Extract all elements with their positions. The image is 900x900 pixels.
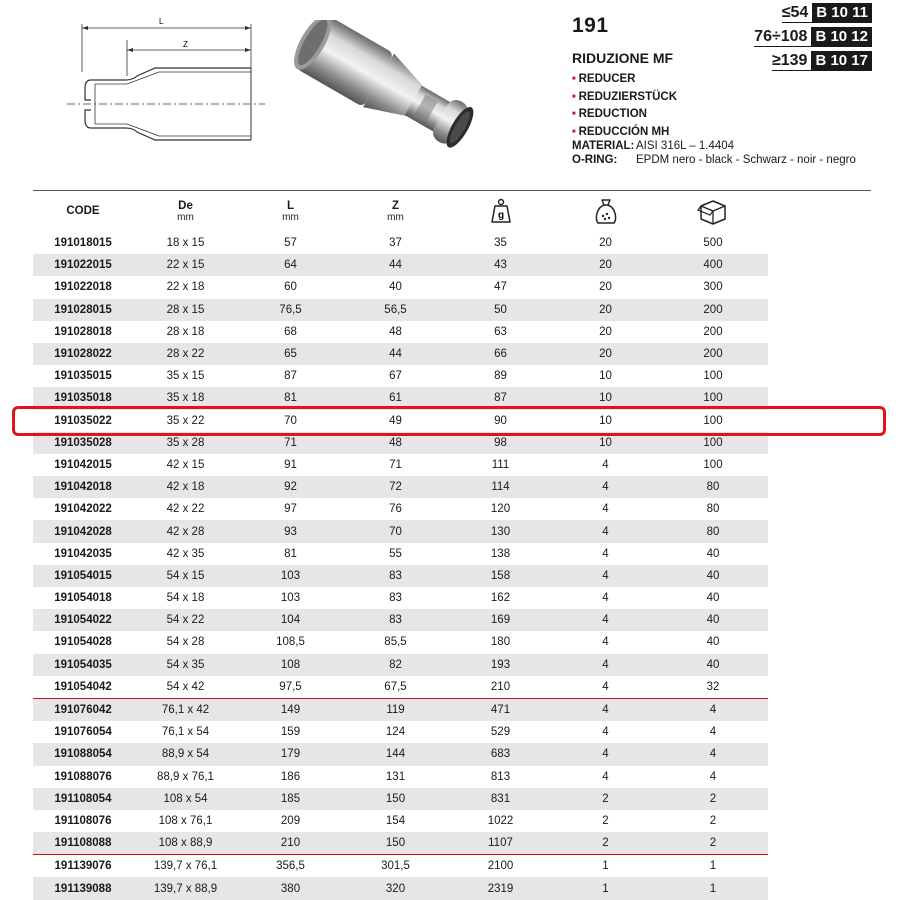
- table-row: [33, 276, 768, 298]
- cell-bag-qty: 4: [602, 726, 609, 739]
- cell-bag-qty: 4: [553, 565, 658, 587]
- cell-l: 209: [280, 814, 301, 827]
- cell-box-qty: 40: [658, 609, 768, 631]
- cell-z: 70: [343, 520, 448, 542]
- cell-z: 144: [343, 743, 448, 765]
- cell-bag-qty: 20: [553, 343, 658, 365]
- cell-weight: 87: [448, 387, 553, 409]
- cell-weight: 114: [448, 476, 553, 498]
- col-header-de-unit: mm: [177, 211, 194, 223]
- cell-z: 67,5: [343, 676, 448, 699]
- cell-code: 191042018: [33, 476, 133, 498]
- cell-de: 88,9 x 76,1: [157, 770, 214, 783]
- cell-box-qty: 100: [703, 414, 723, 427]
- size-code-badges: [752, 2, 872, 74]
- cell-code: 191018015: [54, 237, 112, 250]
- table-row: [33, 454, 768, 476]
- col-header-l: [238, 190, 343, 232]
- cell-weight: 89: [494, 370, 507, 383]
- cell-de: 28 x 15: [133, 299, 238, 321]
- cell-code: 191076042: [33, 698, 133, 721]
- cell-l: 76,5: [238, 299, 343, 321]
- cell-weight: 66: [448, 343, 553, 365]
- table-row: [33, 232, 768, 254]
- code-row-large: [752, 50, 872, 72]
- cell-bag-qty: 4: [553, 609, 658, 631]
- cell-box-qty: 80: [706, 503, 720, 516]
- cell-weight: 158: [448, 565, 553, 587]
- col-header-l-unit: mm: [282, 211, 299, 223]
- cell-code: 191028022: [33, 343, 133, 365]
- cell-de: 42 x 35: [166, 547, 205, 560]
- cell-z: 37: [389, 237, 402, 250]
- cell-bag-qty: 4: [553, 743, 658, 765]
- cell-code: 191139088: [33, 877, 133, 899]
- cell-weight: 813: [490, 770, 511, 783]
- cell-bag-qty: 10: [599, 370, 612, 383]
- dim-z-label: Z: [183, 40, 188, 49]
- table-row: [33, 365, 768, 387]
- cell-z: 119: [343, 698, 448, 721]
- table-header-row: [33, 190, 768, 232]
- cell-de: 54 x 28: [166, 636, 205, 649]
- translation-es: ■ REDUCCIÓN MH: [572, 125, 677, 143]
- cell-l: 108,5: [276, 636, 305, 649]
- cell-weight: 43: [448, 254, 553, 276]
- cell-z: 55: [389, 547, 402, 560]
- table-row: [33, 254, 768, 276]
- cell-de: 22 x 15: [133, 254, 238, 276]
- cell-box-qty: 2: [658, 788, 768, 810]
- cell-z: 83: [343, 565, 448, 587]
- table-row: [33, 788, 768, 810]
- cell-code: 191042015: [54, 458, 112, 471]
- cell-bag-qty: 4: [602, 547, 609, 560]
- cell-l: 92: [238, 476, 343, 498]
- code-badge: B 10 17: [811, 51, 872, 71]
- cell-code: 191088076: [54, 770, 112, 783]
- code-badge: B 10 12: [811, 27, 872, 47]
- cell-box-qty: 80: [658, 476, 768, 498]
- cell-bag-qty: 20: [553, 299, 658, 321]
- table-row: [33, 676, 768, 699]
- cell-box-qty: 2: [709, 814, 717, 827]
- cell-bag-qty: 10: [553, 387, 658, 409]
- cell-bag-qty: 4: [553, 476, 658, 498]
- cell-z: 48: [389, 325, 402, 338]
- code-row-medium: [752, 26, 872, 48]
- cell-code: 191054015: [33, 565, 133, 587]
- cell-code: 191035022: [54, 414, 112, 427]
- cell-weight: 35: [494, 237, 507, 250]
- cell-l: 64: [238, 254, 343, 276]
- cell-bag-qty: 10: [553, 432, 658, 454]
- cell-box-qty: 500: [703, 237, 723, 250]
- cell-code: 191054028: [54, 636, 112, 649]
- box-icon: [697, 197, 729, 225]
- cell-z: 82: [343, 654, 448, 676]
- cell-l: 159: [280, 726, 301, 739]
- dimension-drawing: [55, 10, 270, 170]
- cell-box-qty: 80: [658, 520, 768, 542]
- bag-icon: [593, 197, 619, 225]
- cell-weight: 529: [490, 726, 511, 739]
- cell-box-qty: 100: [658, 432, 768, 454]
- cell-de: 22 x 18: [166, 281, 205, 294]
- cell-z: 67: [389, 370, 402, 383]
- dim-l-label: L: [159, 17, 164, 26]
- cell-de: 108 x 54: [133, 788, 238, 810]
- cell-code: 191028015: [33, 299, 133, 321]
- cell-z: 320: [343, 877, 448, 899]
- cell-bag-qty: 4: [602, 458, 609, 471]
- cell-weight: 98: [448, 432, 553, 454]
- cell-z: 154: [385, 814, 406, 827]
- table-row: [33, 476, 768, 498]
- cell-z: 150: [343, 832, 448, 855]
- cell-l: 103: [238, 565, 343, 587]
- cell-z: 301,5: [381, 860, 410, 873]
- highlighted-row-outline: [12, 406, 886, 436]
- cell-box-qty: 1: [709, 860, 717, 873]
- table-row: [33, 631, 768, 653]
- table-row: [33, 810, 768, 832]
- cell-bag-qty: 4: [602, 636, 609, 649]
- cell-bag-qty: 1: [602, 860, 609, 873]
- cell-de: 54 x 15: [133, 565, 238, 587]
- cell-box-qty: 40: [706, 592, 720, 605]
- table-row: [33, 877, 768, 899]
- cell-l: 81: [284, 547, 297, 560]
- cell-code: 191042028: [33, 520, 133, 542]
- cell-box-qty: 400: [658, 254, 768, 276]
- table-row: [33, 721, 768, 743]
- table-row: [33, 855, 768, 878]
- cell-de: 42 x 28: [133, 520, 238, 542]
- cell-code: 191022015: [33, 254, 133, 276]
- cell-bag-qty: 20: [553, 254, 658, 276]
- cell-de: 42 x 22: [166, 503, 205, 516]
- cell-z: 44: [343, 343, 448, 365]
- cell-weight: 1107: [448, 832, 553, 855]
- product-table: [33, 190, 768, 900]
- table-row: [33, 321, 768, 343]
- translation-de: ■ REDUZIERSTÜCK: [572, 90, 677, 108]
- cell-l: 87: [284, 370, 297, 383]
- weight-letter: g: [497, 210, 504, 221]
- cell-box-qty: 40: [706, 636, 720, 649]
- cell-z: 131: [385, 770, 406, 783]
- table-row: [33, 766, 768, 788]
- product-number: 191: [572, 14, 609, 37]
- cell-weight: 193: [448, 654, 553, 676]
- col-header-z-label: Z: [391, 199, 400, 212]
- cell-code: 191088054: [33, 743, 133, 765]
- cell-code: 191076054: [54, 726, 112, 739]
- table-row: [33, 698, 768, 721]
- cell-z: 85,5: [384, 636, 407, 649]
- cell-code: 191028018: [54, 325, 112, 338]
- cell-code: 191108054: [33, 788, 133, 810]
- code-badge: B 10 11: [812, 3, 872, 23]
- cell-box-qty: 4: [658, 698, 768, 721]
- cell-weight: 63: [494, 325, 507, 338]
- cell-de: 54 x 42: [133, 676, 238, 699]
- cell-de: 18 x 15: [166, 237, 205, 250]
- cell-de: 35 x 22: [166, 414, 205, 427]
- table-row: [33, 543, 768, 565]
- cell-code: 191035018: [33, 387, 133, 409]
- cell-z: 61: [343, 387, 448, 409]
- code-range: ≥139: [772, 52, 811, 71]
- col-header-l-label: L: [286, 199, 295, 212]
- cell-weight: 130: [448, 520, 553, 542]
- cell-de: 76,1 x 42: [133, 698, 238, 721]
- cell-z: 71: [389, 458, 402, 471]
- cell-code: 191108076: [54, 814, 112, 827]
- cell-weight: 180: [490, 636, 511, 649]
- cell-code: 191042035: [54, 547, 112, 560]
- cell-l: 71: [238, 432, 343, 454]
- table-row: [33, 299, 768, 321]
- col-header-z: [343, 190, 448, 232]
- cell-weight: 2319: [448, 877, 553, 899]
- oring-value: EPDM nero - black - Schwarz - noir - negro: [636, 154, 856, 166]
- cell-z: 83: [389, 592, 402, 605]
- cell-bag-qty: 4: [553, 520, 658, 542]
- col-header-box: [658, 190, 768, 232]
- code-range: ≤54: [782, 4, 813, 23]
- table-row: [33, 609, 768, 631]
- weight-g-icon: [490, 198, 512, 224]
- code-row-small: [752, 2, 872, 24]
- cell-bag-qty: 2: [553, 832, 658, 855]
- cell-l: 380: [238, 877, 343, 899]
- cell-box-qty: 100: [658, 387, 768, 409]
- cell-bag-qty: 4: [602, 592, 609, 605]
- cell-weight: 50: [448, 299, 553, 321]
- cell-code: 191035015: [54, 370, 112, 383]
- table-row: [33, 343, 768, 365]
- reducer-fitting-image: [285, 20, 500, 170]
- cell-bag-qty: 4: [602, 503, 609, 516]
- cell-l: 108: [238, 654, 343, 676]
- product-title: RIDUZIONE MF: [572, 50, 674, 66]
- cell-box-qty: 200: [658, 343, 768, 365]
- cell-weight: 47: [494, 281, 507, 294]
- cell-weight: 120: [490, 503, 511, 516]
- cell-z: 40: [389, 281, 402, 294]
- cell-weight: 2100: [487, 860, 514, 873]
- col-header-de-label: De: [178, 199, 193, 212]
- cell-l: 60: [284, 281, 297, 294]
- cell-de: 76,1 x 54: [161, 726, 210, 739]
- cell-box-qty: 100: [703, 458, 723, 471]
- cell-z: 72: [343, 476, 448, 498]
- cell-bag-qty: 20: [599, 237, 612, 250]
- material-value: AISI 316L – 1.4404: [636, 140, 735, 152]
- cell-z: 49: [389, 414, 402, 427]
- table-row: [33, 654, 768, 676]
- cell-box-qty: 40: [658, 654, 768, 676]
- translation-en: ■ REDUCER: [572, 72, 677, 90]
- table-row: [33, 743, 768, 765]
- cell-l: 93: [238, 520, 343, 542]
- cell-l: 65: [238, 343, 343, 365]
- cell-bag-qty: 4: [553, 654, 658, 676]
- cell-l: 57: [284, 237, 297, 250]
- cell-de: 42 x 18: [133, 476, 238, 498]
- cell-de: 54 x 22: [133, 609, 238, 631]
- col-header-code: CODE: [66, 205, 100, 217]
- cell-box-qty: 32: [658, 676, 768, 699]
- cell-l: 104: [238, 609, 343, 631]
- table-row: [33, 520, 768, 542]
- cell-box-qty: 4: [709, 770, 717, 783]
- cell-bag-qty: 1: [553, 877, 658, 899]
- cell-de: 139,7 x 88,9: [133, 877, 238, 899]
- table-row: [33, 832, 768, 855]
- material-label: MATERIAL:: [572, 140, 635, 152]
- cell-bag-qty: 4: [553, 698, 658, 721]
- translations-list: [572, 72, 677, 142]
- col-header-bag: [553, 190, 658, 232]
- cell-code: 191054022: [33, 609, 133, 631]
- cell-bag-qty: 2: [602, 814, 609, 827]
- col-header-z-unit: mm: [387, 211, 404, 223]
- cell-l: 97: [284, 503, 297, 516]
- cell-weight: 471: [448, 698, 553, 721]
- cell-l: 91: [284, 458, 297, 471]
- cell-code: 191042022: [54, 503, 112, 516]
- cell-de: 88,9 x 54: [133, 743, 238, 765]
- cell-code: 191054035: [33, 654, 133, 676]
- col-header-weight: [448, 190, 553, 232]
- cell-de: 108 x 88,9: [133, 832, 238, 855]
- cell-weight: 210: [448, 676, 553, 699]
- cell-z: 124: [385, 726, 406, 739]
- cell-box-qty: 40: [658, 565, 768, 587]
- cell-l: 179: [238, 743, 343, 765]
- cell-bag-qty: 20: [599, 281, 612, 294]
- code-range: 76÷108: [754, 28, 811, 47]
- cell-box-qty: 200: [658, 299, 768, 321]
- cell-de: 42 x 15: [166, 458, 205, 471]
- cell-de: 28 x 22: [133, 343, 238, 365]
- cell-bag-qty: 2: [553, 788, 658, 810]
- cell-l: 68: [284, 325, 297, 338]
- cell-l: 97,5: [238, 676, 343, 699]
- cell-de: 35 x 15: [166, 370, 205, 383]
- cell-box-qty: 4: [658, 743, 768, 765]
- cell-l: 210: [238, 832, 343, 855]
- cell-de: 35 x 28: [133, 432, 238, 454]
- cell-box-qty: 200: [703, 325, 723, 338]
- cell-weight: 162: [490, 592, 511, 605]
- cell-de: 108 x 76,1: [158, 814, 213, 827]
- cell-z: 44: [343, 254, 448, 276]
- cell-weight: 138: [490, 547, 511, 560]
- cell-box-qty: 40: [706, 547, 720, 560]
- cell-z: 150: [343, 788, 448, 810]
- cell-l: 149: [238, 698, 343, 721]
- cell-box-qty: 100: [703, 370, 723, 383]
- cell-de: 35 x 18: [133, 387, 238, 409]
- cell-l: 186: [280, 770, 301, 783]
- cell-code: 191022018: [54, 281, 112, 294]
- cell-z: 83: [343, 609, 448, 631]
- cell-l: 81: [238, 387, 343, 409]
- cell-z: 76: [389, 503, 402, 516]
- cell-l: 185: [238, 788, 343, 810]
- cell-de: 139,7 x 76,1: [153, 860, 218, 873]
- cell-de: 28 x 18: [166, 325, 205, 338]
- translation-fr: ■ REDUCTION: [572, 107, 677, 125]
- oring-spec: [572, 153, 872, 185]
- cell-code: 191054018: [54, 592, 112, 605]
- cell-de: 54 x 35: [133, 654, 238, 676]
- cell-l: 103: [280, 592, 301, 605]
- cell-l: 70: [284, 414, 297, 427]
- cell-box-qty: 300: [703, 281, 723, 294]
- cell-box-qty: 4: [709, 726, 717, 739]
- cell-weight: 683: [448, 743, 553, 765]
- cell-l: 356,5: [276, 860, 305, 873]
- cell-code: 191108088: [33, 832, 133, 855]
- cell-weight: 831: [448, 788, 553, 810]
- table-row: [33, 565, 768, 587]
- cell-z: 56,5: [343, 299, 448, 321]
- cell-bag-qty: 4: [602, 770, 609, 783]
- cell-weight: 1022: [487, 814, 514, 827]
- cell-weight: 111: [491, 458, 510, 471]
- table-row: [33, 587, 768, 609]
- cell-z: 48: [343, 432, 448, 454]
- cell-bag-qty: 10: [599, 414, 612, 427]
- cell-code: 191054042: [33, 676, 133, 699]
- cell-bag-qty: 20: [599, 325, 612, 338]
- cell-code: 191035028: [33, 432, 133, 454]
- cell-box-qty: 1: [658, 877, 768, 899]
- cell-box-qty: 2: [658, 832, 768, 855]
- cell-weight: 90: [494, 414, 507, 427]
- cell-de: 54 x 18: [166, 592, 205, 605]
- cell-code: 191139076: [54, 860, 112, 873]
- cell-weight: 169: [448, 609, 553, 631]
- table-row: [33, 498, 768, 520]
- cell-bag-qty: 4: [553, 676, 658, 699]
- table-body: [33, 232, 768, 900]
- col-header-de: [133, 190, 238, 232]
- oring-label: O-RING:: [572, 154, 618, 166]
